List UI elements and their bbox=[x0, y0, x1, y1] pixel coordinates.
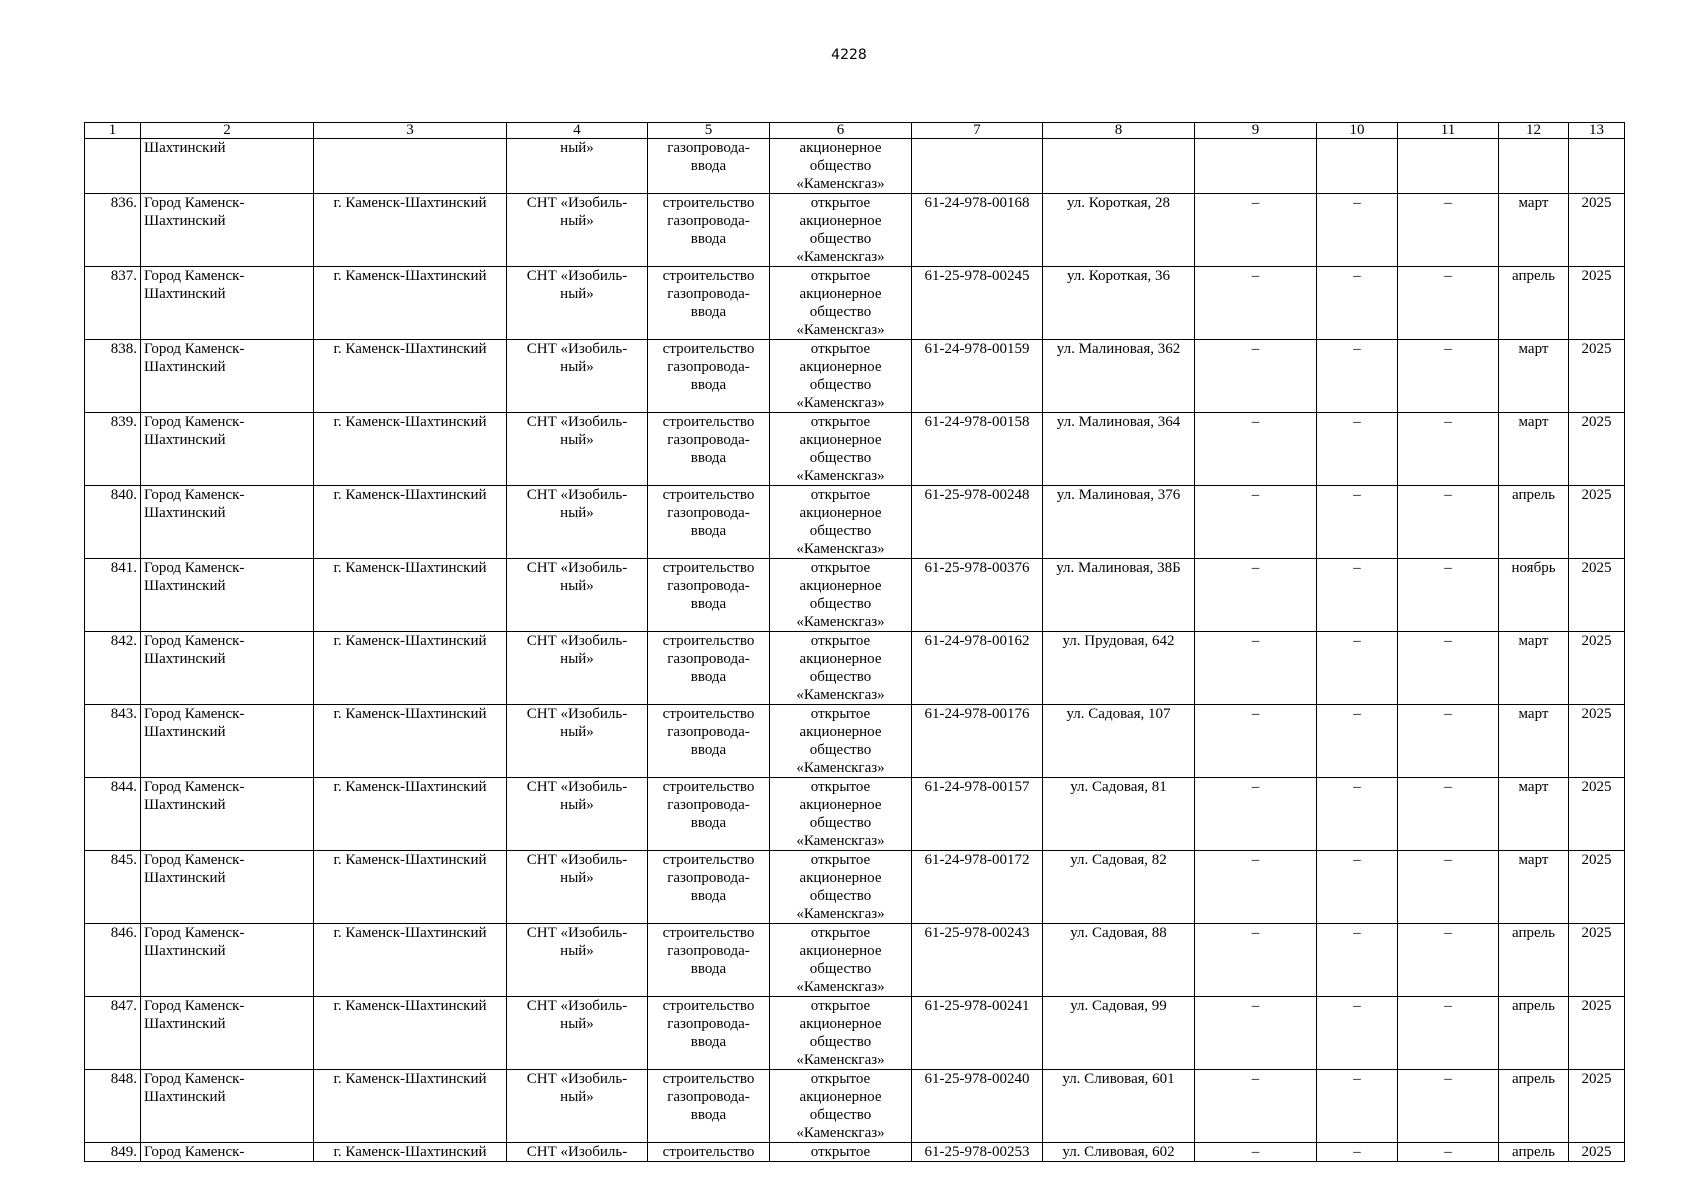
cell-work: строительство газопровода- ввода bbox=[648, 413, 770, 486]
cell-work: строительство газопровода- ввода bbox=[648, 924, 770, 997]
cell-organization: открытое акционерное общество «Каменскгаз» bbox=[770, 1070, 912, 1143]
cell-col10: – bbox=[1317, 1070, 1398, 1143]
cell-col10: – bbox=[1317, 194, 1398, 267]
cell-district: Шахтинский bbox=[141, 139, 314, 194]
cell-col11: – bbox=[1398, 924, 1499, 997]
cell-work: строительство газопровода- ввода bbox=[648, 851, 770, 924]
cell-territory: СНТ «Изобиль- ный» bbox=[507, 486, 648, 559]
cell-year bbox=[1569, 139, 1625, 194]
cell-settlement bbox=[314, 139, 507, 194]
cell-year: 2025 bbox=[1569, 413, 1625, 486]
cell-col9: – bbox=[1195, 1143, 1317, 1162]
cell-year: 2025 bbox=[1569, 778, 1625, 851]
cell-month: март bbox=[1499, 340, 1569, 413]
cell-col9: – bbox=[1195, 705, 1317, 778]
cell-district: Город Каменск- bbox=[141, 1143, 314, 1162]
cell-col10: – bbox=[1317, 413, 1398, 486]
cell-year: 2025 bbox=[1569, 851, 1625, 924]
cell-district: Город Каменск- Шахтинский bbox=[141, 851, 314, 924]
cell-district: Город Каменск- Шахтинский bbox=[141, 924, 314, 997]
cell-number: 840. bbox=[85, 486, 141, 559]
cell-month: март bbox=[1499, 413, 1569, 486]
cell-organization: открытое акционерное общество «Каменскгаз» bbox=[770, 486, 912, 559]
continued-row bbox=[85, 139, 1625, 194]
cell-code: 61-24-978-00159 bbox=[912, 340, 1043, 413]
cell-code: 61-25-978-00240 bbox=[912, 1070, 1043, 1143]
cell-organization: открытое акционерное общество «Каменскгаз» bbox=[770, 997, 912, 1070]
cell-district: Город Каменск- Шахтинский bbox=[141, 997, 314, 1070]
column-header: 6 bbox=[770, 123, 912, 139]
cell-col10: – bbox=[1317, 705, 1398, 778]
cell-territory: СНТ «Изобиль- ный» bbox=[507, 997, 648, 1070]
column-header: 11 bbox=[1398, 123, 1499, 139]
cell-territory: СНТ «Изобиль- ный» bbox=[507, 778, 648, 851]
cell-organization: открытое акционерное общество «Каменскгаз» bbox=[770, 340, 912, 413]
cell-col10: – bbox=[1317, 924, 1398, 997]
cell-number: 847. bbox=[85, 997, 141, 1070]
cell-col10: – bbox=[1317, 997, 1398, 1070]
table-row bbox=[85, 267, 1625, 340]
cell-year: 2025 bbox=[1569, 267, 1625, 340]
cell-address: ул. Малиновая, 38Б bbox=[1043, 559, 1195, 632]
cell-number: 838. bbox=[85, 340, 141, 413]
cell-month: апрель bbox=[1499, 1070, 1569, 1143]
column-header: 1 bbox=[85, 123, 141, 139]
cell-year: 2025 bbox=[1569, 1070, 1625, 1143]
cell-col11: – bbox=[1398, 194, 1499, 267]
cell-month: март bbox=[1499, 778, 1569, 851]
column-header: 10 bbox=[1317, 123, 1398, 139]
cell-col10: – bbox=[1317, 559, 1398, 632]
cell-work: газопровода- ввода bbox=[648, 139, 770, 194]
column-header: 2 bbox=[141, 123, 314, 139]
cell-district: Город Каменск- Шахтинский bbox=[141, 559, 314, 632]
cell-col10: – bbox=[1317, 851, 1398, 924]
cell-settlement: г. Каменск-Шахтинский bbox=[314, 340, 507, 413]
table-row bbox=[85, 851, 1625, 924]
cell-address: ул. Сливовая, 601 bbox=[1043, 1070, 1195, 1143]
cell-year: 2025 bbox=[1569, 705, 1625, 778]
cell-code: 61-24-978-00176 bbox=[912, 705, 1043, 778]
cell-col9: – bbox=[1195, 486, 1317, 559]
cell-territory: СНТ «Изобиль- ный» bbox=[507, 924, 648, 997]
cell-col11 bbox=[1398, 139, 1499, 194]
cell-col10: – bbox=[1317, 778, 1398, 851]
page-number: 4228 bbox=[831, 47, 867, 63]
cell-settlement: г. Каменск-Шахтинский bbox=[314, 632, 507, 705]
table-row bbox=[85, 1143, 1625, 1162]
cell-settlement: г. Каменск-Шахтинский bbox=[314, 267, 507, 340]
cell-year: 2025 bbox=[1569, 632, 1625, 705]
table-row bbox=[85, 413, 1625, 486]
cell-territory: СНТ «Изобиль- ный» bbox=[507, 194, 648, 267]
cell-address: ул. Садовая, 81 bbox=[1043, 778, 1195, 851]
cell-work: строительство газопровода- ввода bbox=[648, 1070, 770, 1143]
cell-col9: – bbox=[1195, 559, 1317, 632]
column-header: 12 bbox=[1499, 123, 1569, 139]
cell-col11: – bbox=[1398, 559, 1499, 632]
cell-year: 2025 bbox=[1569, 340, 1625, 413]
cell-number: 845. bbox=[85, 851, 141, 924]
cell-settlement: г. Каменск-Шахтинский bbox=[314, 486, 507, 559]
cell-number: 846. bbox=[85, 924, 141, 997]
cell-address: ул. Малиновая, 362 bbox=[1043, 340, 1195, 413]
cell-organization: открытое акционерное общество «Каменскгаз» bbox=[770, 778, 912, 851]
table-row bbox=[85, 705, 1625, 778]
cell-col9: – bbox=[1195, 267, 1317, 340]
cell-address: ул. Сливовая, 602 bbox=[1043, 1143, 1195, 1162]
cell-month: март bbox=[1499, 851, 1569, 924]
cell-territory: СНТ «Изобиль- ный» bbox=[507, 705, 648, 778]
cell-year: 2025 bbox=[1569, 1143, 1625, 1162]
cell-col11: – bbox=[1398, 1070, 1499, 1143]
cell-month: апрель bbox=[1499, 486, 1569, 559]
cell-work: строительство газопровода- ввода bbox=[648, 778, 770, 851]
column-header: 5 bbox=[648, 123, 770, 139]
cell-col11: – bbox=[1398, 778, 1499, 851]
cell-col10: – bbox=[1317, 632, 1398, 705]
cell-address: ул. Садовая, 82 bbox=[1043, 851, 1195, 924]
table-row bbox=[85, 924, 1625, 997]
cell-month bbox=[1499, 139, 1569, 194]
column-header: 9 bbox=[1195, 123, 1317, 139]
cell-year: 2025 bbox=[1569, 559, 1625, 632]
cell-col10: – bbox=[1317, 340, 1398, 413]
cell-territory: СНТ «Изобиль- ный» bbox=[507, 851, 648, 924]
cell-territory: СНТ «Изобиль- ный» bbox=[507, 632, 648, 705]
cell-col9: – bbox=[1195, 924, 1317, 997]
cell-work: строительство газопровода- ввода bbox=[648, 340, 770, 413]
cell-number: 836. bbox=[85, 194, 141, 267]
cell-month: апрель bbox=[1499, 924, 1569, 997]
cell-code: 61-24-978-00162 bbox=[912, 632, 1043, 705]
cell-organization: акционерное общество «Каменскгаз» bbox=[770, 139, 912, 194]
cell-code: 61-25-978-00243 bbox=[912, 924, 1043, 997]
cell-settlement: г. Каменск-Шахтинский bbox=[314, 1070, 507, 1143]
table-row bbox=[85, 486, 1625, 559]
cell-month: ноябрь bbox=[1499, 559, 1569, 632]
column-header: 13 bbox=[1569, 123, 1625, 139]
cell-month: апрель bbox=[1499, 267, 1569, 340]
cell-col10: – bbox=[1317, 486, 1398, 559]
cell-col11: – bbox=[1398, 340, 1499, 413]
cell-code: 61-24-978-00157 bbox=[912, 778, 1043, 851]
cell-col9: – bbox=[1195, 997, 1317, 1070]
cell-work: строительство газопровода- ввода bbox=[648, 997, 770, 1070]
cell-district: Город Каменск- Шахтинский bbox=[141, 486, 314, 559]
table-row bbox=[85, 778, 1625, 851]
cell-work: строительство bbox=[648, 1143, 770, 1162]
cell-year: 2025 bbox=[1569, 194, 1625, 267]
table-row bbox=[85, 997, 1625, 1070]
cell-territory: СНТ «Изобиль- ный» bbox=[507, 413, 648, 486]
cell-territory: ный» bbox=[507, 139, 648, 194]
table-row bbox=[85, 194, 1625, 267]
cell-address bbox=[1043, 139, 1195, 194]
cell-col9 bbox=[1195, 139, 1317, 194]
cell-work: строительство газопровода- ввода bbox=[648, 486, 770, 559]
cell-territory: СНТ «Изобиль- ный» bbox=[507, 340, 648, 413]
register-table bbox=[84, 122, 1625, 1162]
cell-col10: – bbox=[1317, 1143, 1398, 1162]
cell-territory: СНТ «Изобиль- ный» bbox=[507, 1070, 648, 1143]
cell-organization: открытое акционерное общество «Каменскгаз» bbox=[770, 924, 912, 997]
cell-col11: – bbox=[1398, 413, 1499, 486]
cell-number: 842. bbox=[85, 632, 141, 705]
cell-code: 61-24-978-00168 bbox=[912, 194, 1043, 267]
cell-organization: открытое акционерное общество «Каменскгаз» bbox=[770, 632, 912, 705]
cell-work: строительство газопровода- ввода bbox=[648, 194, 770, 267]
table-row bbox=[85, 632, 1625, 705]
cell-col11: – bbox=[1398, 705, 1499, 778]
cell-settlement: г. Каменск-Шахтинский bbox=[314, 194, 507, 267]
cell-work: строительство газопровода- ввода bbox=[648, 559, 770, 632]
cell-col11: – bbox=[1398, 1143, 1499, 1162]
cell-year: 2025 bbox=[1569, 997, 1625, 1070]
cell-month: март bbox=[1499, 194, 1569, 267]
cell-settlement: г. Каменск-Шахтинский bbox=[314, 559, 507, 632]
cell-number: 848. bbox=[85, 1070, 141, 1143]
cell-address: ул. Малиновая, 364 bbox=[1043, 413, 1195, 486]
cell-district: Город Каменск- Шахтинский bbox=[141, 194, 314, 267]
cell-code: 61-25-978-00245 bbox=[912, 267, 1043, 340]
column-header: 3 bbox=[314, 123, 507, 139]
cell-address: ул. Садовая, 88 bbox=[1043, 924, 1195, 997]
cell-district: Город Каменск- Шахтинский bbox=[141, 778, 314, 851]
cell-col11: – bbox=[1398, 486, 1499, 559]
cell-code: 61-24-978-00172 bbox=[912, 851, 1043, 924]
cell-address: ул. Малиновая, 376 bbox=[1043, 486, 1195, 559]
cell-col10 bbox=[1317, 139, 1398, 194]
cell-work: строительство газопровода- ввода bbox=[648, 705, 770, 778]
cell-code: 61-25-978-00241 bbox=[912, 997, 1043, 1070]
cell-col11: – bbox=[1398, 632, 1499, 705]
cell-organization: открытое bbox=[770, 1143, 912, 1162]
cell-district: Город Каменск- Шахтинский bbox=[141, 413, 314, 486]
cell-code: 61-25-978-00376 bbox=[912, 559, 1043, 632]
cell-number: 837. bbox=[85, 267, 141, 340]
cell-work: строительство газопровода- ввода bbox=[648, 267, 770, 340]
cell-col9: – bbox=[1195, 632, 1317, 705]
cell-district: Город Каменск- Шахтинский bbox=[141, 1070, 314, 1143]
cell-month: март bbox=[1499, 705, 1569, 778]
cell-district: Город Каменск- Шахтинский bbox=[141, 705, 314, 778]
cell-col11: – bbox=[1398, 851, 1499, 924]
cell-territory: СНТ «Изобиль- bbox=[507, 1143, 648, 1162]
column-header: 8 bbox=[1043, 123, 1195, 139]
cell-address: ул. Короткая, 36 bbox=[1043, 267, 1195, 340]
cell-col11: – bbox=[1398, 997, 1499, 1070]
cell-col11: – bbox=[1398, 267, 1499, 340]
cell-col9: – bbox=[1195, 1070, 1317, 1143]
cell-address: ул. Прудовая, 642 bbox=[1043, 632, 1195, 705]
column-header: 7 bbox=[912, 123, 1043, 139]
cell-month: апрель bbox=[1499, 1143, 1569, 1162]
cell-col10: – bbox=[1317, 267, 1398, 340]
cell-col9: – bbox=[1195, 778, 1317, 851]
cell-address: ул. Садовая, 99 bbox=[1043, 997, 1195, 1070]
column-header: 4 bbox=[507, 123, 648, 139]
cell-number bbox=[85, 139, 141, 194]
cell-code: 61-25-978-00248 bbox=[912, 486, 1043, 559]
cell-settlement: г. Каменск-Шахтинский bbox=[314, 851, 507, 924]
cell-year: 2025 bbox=[1569, 486, 1625, 559]
table-row bbox=[85, 559, 1625, 632]
cell-col9: – bbox=[1195, 340, 1317, 413]
table-row bbox=[85, 340, 1625, 413]
cell-code: 61-24-978-00158 bbox=[912, 413, 1043, 486]
cell-organization: открытое акционерное общество «Каменскгаз» bbox=[770, 851, 912, 924]
cell-year: 2025 bbox=[1569, 924, 1625, 997]
column-number-row bbox=[85, 123, 1625, 139]
cell-organization: открытое акционерное общество «Каменскгаз» bbox=[770, 413, 912, 486]
cell-district: Город Каменск- Шахтинский bbox=[141, 267, 314, 340]
cell-settlement: г. Каменск-Шахтинский bbox=[314, 413, 507, 486]
cell-organization: открытое акционерное общество «Каменскгаз» bbox=[770, 194, 912, 267]
cell-col9: – bbox=[1195, 413, 1317, 486]
cell-district: Город Каменск- Шахтинский bbox=[141, 340, 314, 413]
cell-col9: – bbox=[1195, 851, 1317, 924]
cell-settlement: г. Каменск-Шахтинский bbox=[314, 778, 507, 851]
table-row bbox=[85, 1070, 1625, 1143]
cell-work: строительство газопровода- ввода bbox=[648, 632, 770, 705]
cell-address: ул. Короткая, 28 bbox=[1043, 194, 1195, 267]
cell-settlement: г. Каменск-Шахтинский bbox=[314, 1143, 507, 1162]
cell-organization: открытое акционерное общество «Каменскгаз» bbox=[770, 559, 912, 632]
cell-settlement: г. Каменск-Шахтинский bbox=[314, 997, 507, 1070]
cell-code bbox=[912, 139, 1043, 194]
cell-organization: открытое акционерное общество «Каменскгаз» bbox=[770, 705, 912, 778]
cell-territory: СНТ «Изобиль- ный» bbox=[507, 267, 648, 340]
cell-col9: – bbox=[1195, 194, 1317, 267]
cell-settlement: г. Каменск-Шахтинский bbox=[314, 924, 507, 997]
cell-address: ул. Садовая, 107 bbox=[1043, 705, 1195, 778]
cell-settlement: г. Каменск-Шахтинский bbox=[314, 705, 507, 778]
cell-number: 839. bbox=[85, 413, 141, 486]
cell-territory: СНТ «Изобиль- ный» bbox=[507, 559, 648, 632]
cell-month: март bbox=[1499, 632, 1569, 705]
cell-month: апрель bbox=[1499, 997, 1569, 1070]
cell-district: Город Каменск- Шахтинский bbox=[141, 632, 314, 705]
cell-number: 841. bbox=[85, 559, 141, 632]
cell-code: 61-25-978-00253 bbox=[912, 1143, 1043, 1162]
cell-number: 849. bbox=[85, 1143, 141, 1162]
cell-organization: открытое акционерное общество «Каменскгаз» bbox=[770, 267, 912, 340]
cell-number: 844. bbox=[85, 778, 141, 851]
cell-number: 843. bbox=[85, 705, 141, 778]
